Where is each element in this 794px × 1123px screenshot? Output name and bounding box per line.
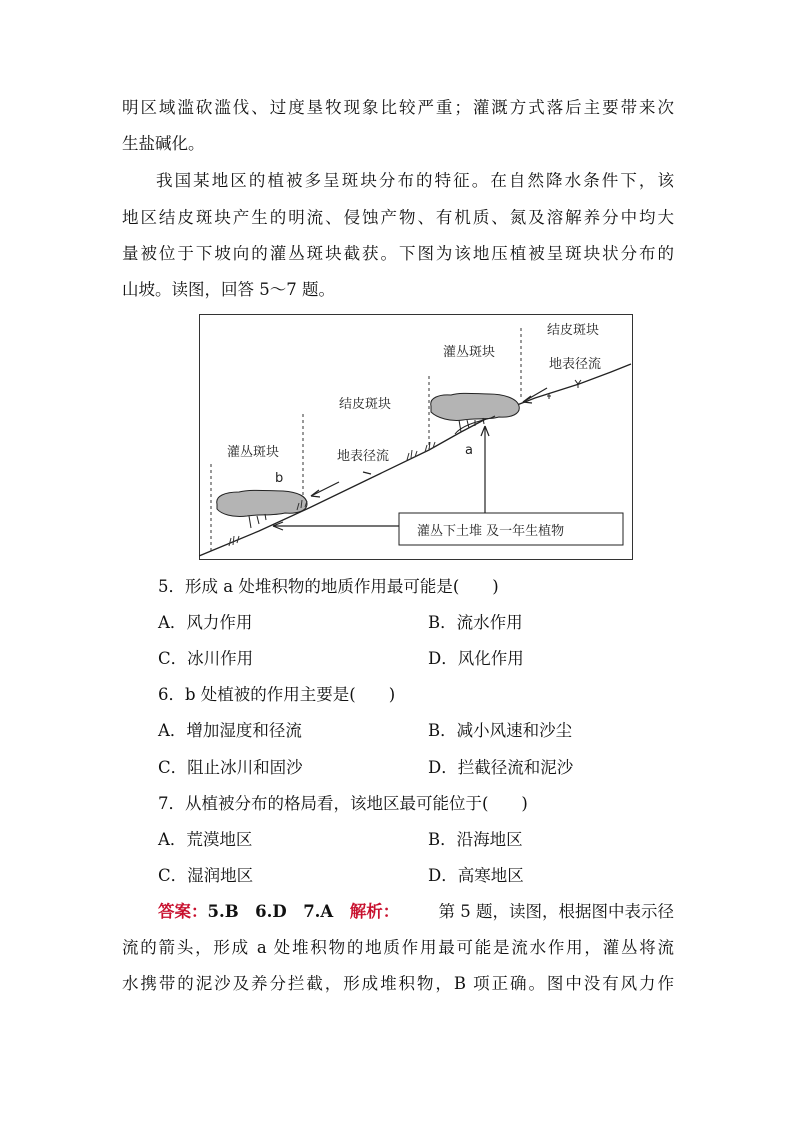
analysis-label: 解析： <box>349 902 400 921</box>
question-6-option-c: C．阻止冰川和固沙 <box>158 758 303 777</box>
answer-line-2: 流的箭头，形成 a 处堆积物的地质作用最可能是流水作用，灌丛将流 <box>122 938 674 957</box>
answer-label: 答案： <box>158 902 208 921</box>
label-runoff-right: 地表径流 <box>549 357 602 372</box>
paragraph2-line-4: 山坡。读图，回答 5～7 题。 <box>122 280 335 299</box>
label-callout: 灌丛下土堆 及一年生植物 <box>417 524 565 539</box>
hillslope-vegetation-figure <box>199 314 633 560</box>
question-5-stem: 5．形成 a 处堆积物的地质作用最可能是( ) <box>158 577 499 596</box>
label-crust-patch-mid: 结皮斑块 <box>339 397 392 412</box>
question-6-option-a: A．增加湿度和径流 <box>158 721 302 740</box>
paragraph2-line-2: 地区结皮斑块产生的明流、侵蚀产物、有机质、氮及溶解养分中均大 <box>122 208 674 227</box>
label-shrub-patch-right: 灌丛斑块 <box>443 345 496 360</box>
question-6-stem: 6．b 处植被的作用主要是( ) <box>158 685 396 704</box>
answer-line-3: 水携带的泥沙及养分拦截，形成堆积物，B 项正确。图中没有风力作 <box>122 974 674 993</box>
question-5-option-b: B．流水作用 <box>428 613 523 632</box>
question-5-option-a: A．风力作用 <box>158 613 253 632</box>
label-runoff-left: 地表径流 <box>337 449 390 464</box>
answer-line-1 <box>158 902 674 922</box>
paragraph2-line-1: 我国某地区的植被多呈斑块分布的特征。在自然降水条件下，该 <box>156 171 674 190</box>
label-crust-patch-right: 结皮斑块 <box>547 323 600 338</box>
answer-values: 5.B 6.D 7.A <box>207 902 334 921</box>
question-5-option-c: C．冰川作用 <box>158 649 254 668</box>
paragraph1-line-1: 明区域滥砍滥伐、过度垦牧现象比较严重；灌溉方式落后主要带来次 <box>122 98 674 117</box>
question-7-option-d: D．高寒地区 <box>428 866 524 885</box>
question-7-stem: 7．从植被分布的格局看，该地区最可能位于( ) <box>158 794 528 813</box>
label-point-b: b <box>275 471 284 486</box>
label-point-a: a <box>465 443 473 458</box>
answer-first-line-rest: 第 5 题，读图，根据图中表示径 <box>438 902 674 921</box>
paragraph1-line-2: 生盐碱化。 <box>122 134 205 153</box>
label-shrub-patch-left: 灌丛斑块 <box>227 445 280 460</box>
question-7-option-b: B．沿海地区 <box>428 830 523 849</box>
question-7-option-a: A．荒漠地区 <box>158 830 253 849</box>
paragraph2-line-3: 量被位于下坡向的灌丛斑块截获。下图为该地压植被呈斑块状分布的 <box>122 244 674 263</box>
question-6-option-d: D．拦截径流和泥沙 <box>428 758 574 777</box>
question-7-option-c: C．湿润地区 <box>158 866 254 885</box>
question-5-option-d: D．风化作用 <box>428 649 524 668</box>
question-6-option-b: B．减小风速和沙尘 <box>428 721 573 740</box>
